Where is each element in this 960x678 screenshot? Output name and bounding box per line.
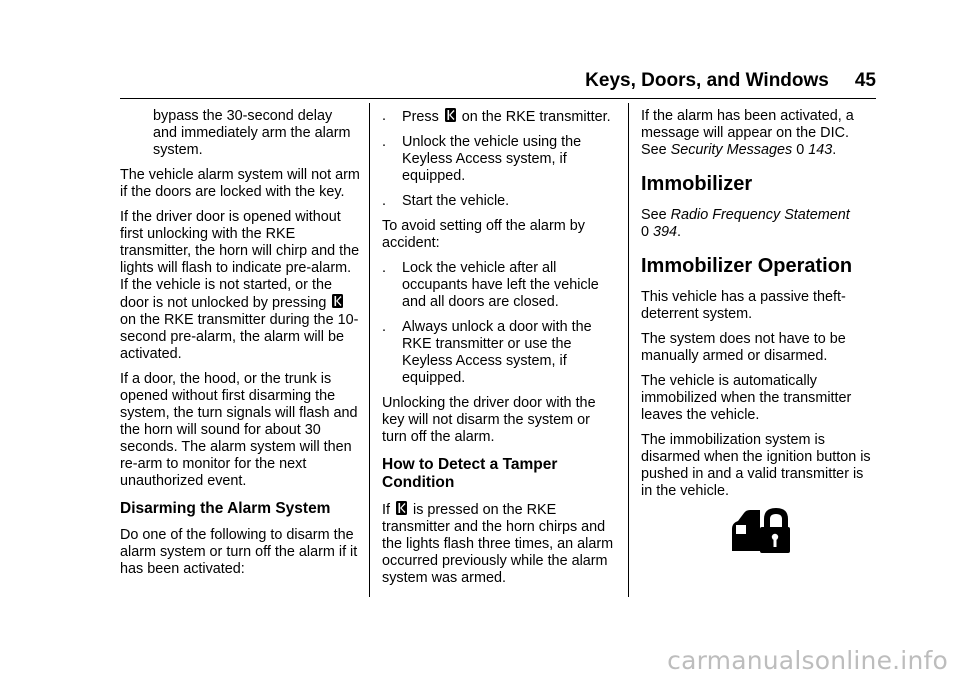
watermark: carmanualsonline.info [667, 646, 948, 675]
rke-unlock-key-icon [445, 108, 456, 122]
paragraph: The vehicle is automatically immobilized when the transmitter leaves the vehicle. [641, 373, 852, 423]
paragraph: If the alarm has been activated, a message will appear on the DIC. See Security Messages 0 143. [641, 108, 854, 158]
page-reference[interactable]: 394 [653, 224, 678, 240]
list-item [382, 193, 618, 210]
column-3 [641, 108, 877, 508]
list-item [382, 108, 618, 126]
list-item-text: Always unlock a door with the RKE transmitter or use the Keyless Access system, if equipped. [402, 319, 592, 386]
paragraph: Do one of the following to disarm the alarm system or turn off the alarm if it has been activated: [120, 527, 358, 577]
cross-reference-link[interactable]: Security Messages [670, 142, 793, 158]
paragraph [120, 209, 360, 363]
section-heading: Immobilizer Operation [641, 255, 853, 277]
header-rule [120, 98, 876, 99]
column-divider [628, 103, 629, 597]
list-item [382, 260, 618, 311]
paragraph-text: on the RKE transmitter during the 10-second pre-alarm, the alarm will be activated. [120, 312, 359, 362]
list-item [382, 319, 618, 387]
page-number: 45 [854, 70, 876, 91]
paragraph: If a door, the hood, or the trunk is opened without first disarming the system, the turn signals will flash and the horn will sound for about 30 seconds. The alarm system will then re-arm to monitor for the next unauthorized event. [120, 371, 358, 489]
page-reference[interactable]: 143 [808, 142, 833, 158]
section-heading: Immobilizer [641, 173, 753, 195]
column-1 [120, 108, 360, 586]
paragraph: Unlocking the driver door with the key will not disarm the system or turn off the alarm. [382, 395, 596, 445]
bullet-mark: . [382, 260, 386, 276]
paragraph: The vehicle alarm system will not arm if the doors are locked with the key. [120, 167, 360, 200]
section-heading: How to Detect a Tamper Condition [382, 456, 558, 491]
column-2 [382, 108, 618, 595]
paragraph: This vehicle has a passive theft-deterrent system. [641, 289, 846, 322]
page-header [120, 70, 876, 92]
list-item-text: Lock the vehicle after all occupants have left the vehicle and all doors are closed. [402, 260, 599, 310]
cross-reference-link[interactable]: Radio Frequency Statement [670, 207, 850, 223]
paragraph-text: is pressed on the RKE transmitter and the horn chirps and the lights flash three times, an alarm occurred previously while the alarm system was armed. [382, 502, 614, 586]
paragraph-text: If [382, 502, 390, 518]
bullet-mark: . [382, 108, 386, 124]
bullet-mark: . [382, 134, 386, 150]
page-ref-arrow: 0 [641, 224, 650, 240]
paragraph-text: If the alarm has been activated, a message will appear on the DIC. See [641, 108, 854, 158]
list-item-text: Start the vehicle. [402, 193, 510, 209]
list-item [382, 134, 618, 185]
list-item-text [402, 108, 618, 126]
bullet-mark: . [382, 193, 386, 209]
rke-unlock-key-icon [396, 501, 407, 515]
rke-unlock-key-icon [332, 294, 343, 308]
bullet-mark: . [382, 319, 386, 335]
list-item-text: Unlock the vehicle using the Keyless Access system, if equipped. [402, 134, 582, 184]
vehicle-security-lock-icon [730, 505, 790, 555]
paragraph: See Radio Frequency Statement 0 394. [641, 207, 850, 240]
list-item-text-part: Press [402, 109, 439, 125]
paragraph: The system does not have to be manually armed or disarmed. [641, 331, 846, 364]
list-item-text-part: on the RKE transmitter. [461, 109, 611, 125]
page-ref-arrow: 0 [796, 142, 805, 158]
column-divider [369, 103, 370, 597]
section-heading: Disarming the Alarm System [120, 500, 331, 517]
paragraph: To avoid setting off the alarm by accident: [382, 218, 585, 251]
paragraph-text: If the driver door is opened without first unlocking with the RKE transmitter, the horn will chirp and the lights will flash to indicate pre-alarm. If the vehicle is not started, or the door is not unlocked by pressing [120, 209, 360, 311]
paragraph: The immobilization system is disarmed when the ignition button is pushed in and a valid transmitter is in the vehicle. [641, 432, 871, 499]
section-title: Keys, Doors, and Windows [585, 70, 829, 91]
paragraph [382, 501, 618, 587]
continued-paragraph: bypass the 30-second delay and immediately arm the alarm system. [153, 108, 351, 158]
paragraph-text: See [641, 207, 667, 223]
